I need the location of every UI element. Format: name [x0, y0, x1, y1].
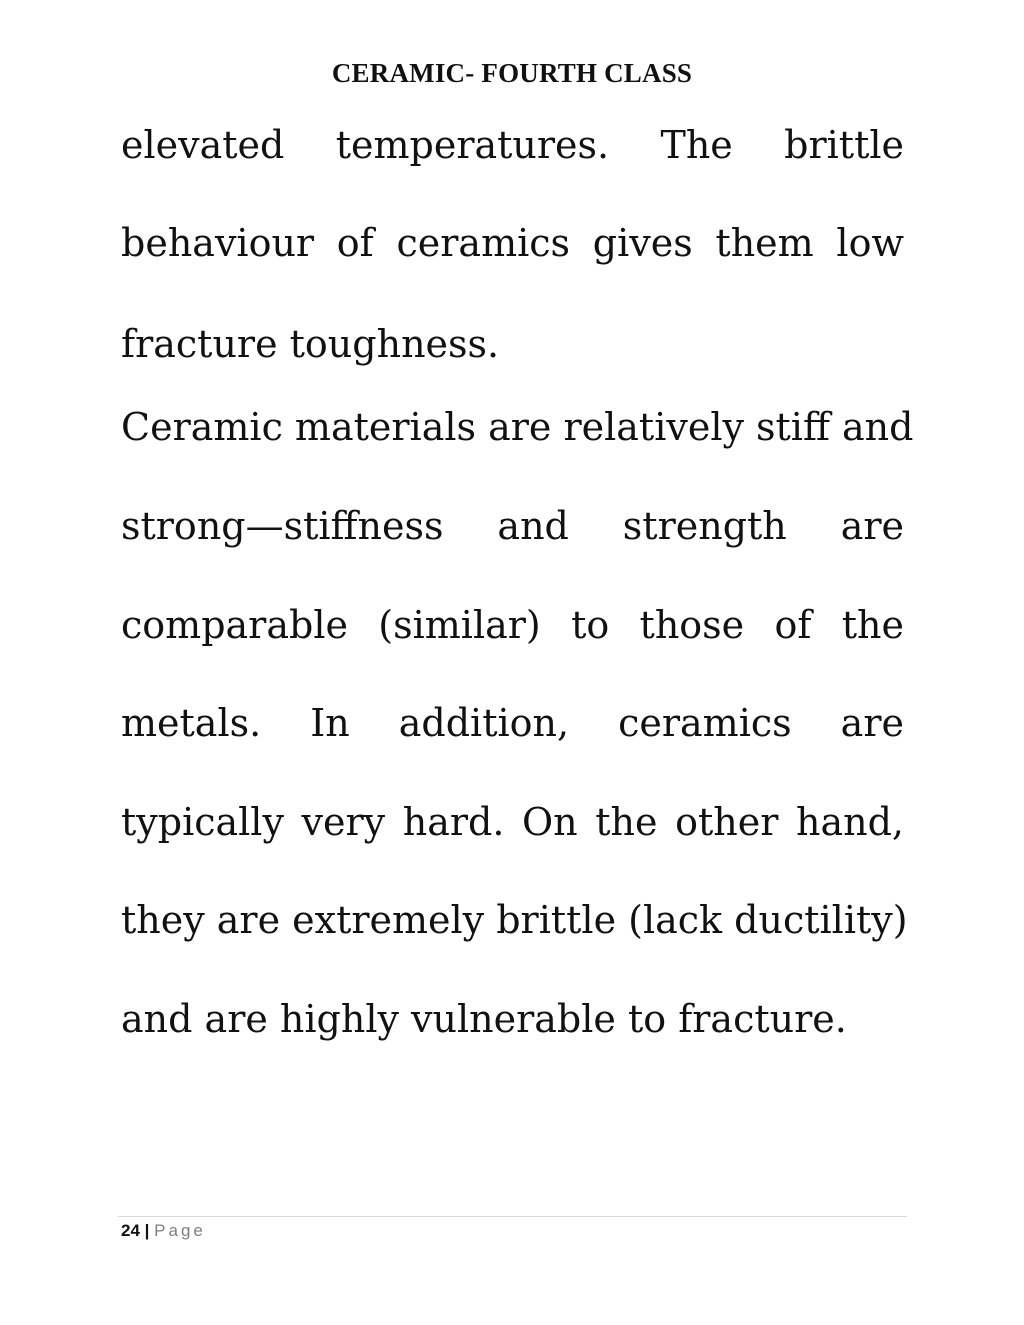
page-header-title: CERAMIC- FOURTH CLASS [331, 58, 693, 88]
page-label: Page [154, 1221, 206, 1240]
paragraph-2-line-5: typically very hard. On the other hand, [121, 800, 904, 844]
paragraph-2-line-7: and are highly vulnerable to fracture. [121, 997, 847, 1041]
paragraph-2-line-2: strong—stiffness and strength are [121, 504, 904, 548]
paragraph-2-line-6: they are extremely brittle (lack ductility) [121, 898, 908, 942]
page-footer [121, 1220, 206, 1242]
paragraph-2-line-4: metals. In addition, ceramics are [121, 701, 904, 745]
paragraph-2-line-3: comparable (similar) to those of the [121, 603, 904, 647]
paragraph-1-line-1: elevated temperatures. The brittle [121, 123, 904, 167]
paragraph-1-line-3: fracture toughness. [121, 322, 500, 366]
footer-divider [118, 1216, 907, 1217]
footer-separator: | [144, 1221, 150, 1240]
paragraph-1-line-2: behaviour of ceramics gives them low [121, 221, 904, 265]
paragraph-2-line-1: Ceramic materials are relatively stiff and [121, 405, 914, 449]
page-number: 24 [121, 1221, 140, 1240]
